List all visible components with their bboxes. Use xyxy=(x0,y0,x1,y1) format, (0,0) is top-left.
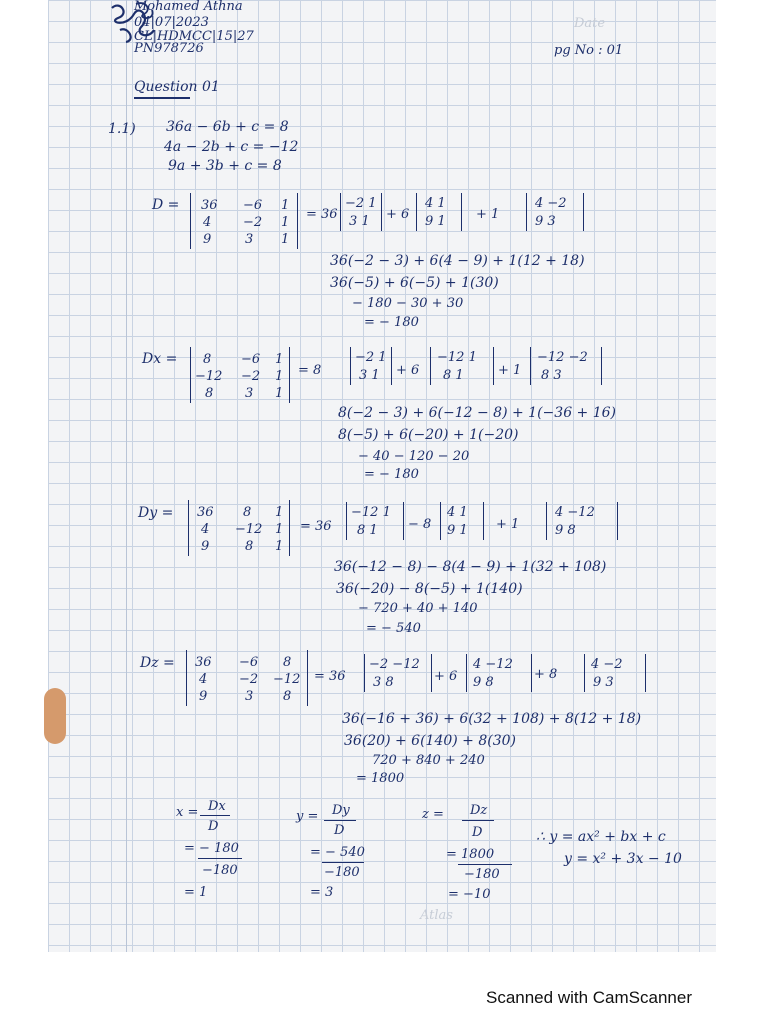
dz-cell: −6 xyxy=(239,655,259,670)
minor-row: 4 −12 xyxy=(473,657,513,672)
minor-row: 9 1 xyxy=(425,214,446,229)
x-fraction-bar-2 xyxy=(198,858,242,859)
dy-cell: 4 xyxy=(201,522,210,537)
dy-cell: 1 xyxy=(275,539,284,554)
header-pn: PN978726 xyxy=(134,41,204,56)
dz-expansion-term: = 36 xyxy=(314,669,346,684)
y-solution-den2: −180 xyxy=(324,865,360,880)
dy-step: 36(−20) − 8(−5) + 1(140) xyxy=(336,581,523,597)
dx-cell: 1 xyxy=(275,369,284,384)
dz-minor-3 xyxy=(584,654,646,692)
dz-cell: −2 xyxy=(239,672,259,687)
question-number: 1.1) xyxy=(108,121,136,137)
question-title: Question 01 xyxy=(134,79,220,95)
dy-minor-2 xyxy=(440,502,484,540)
minor-row: 3 1 xyxy=(359,368,380,383)
dx-cell: 1 xyxy=(275,352,284,367)
x-solution-lhs: x = xyxy=(176,805,199,820)
minor-row: 4 1 xyxy=(425,196,446,211)
dy-expansion-term: − 8 xyxy=(408,517,432,532)
d-result: = − 180 xyxy=(364,315,419,330)
d-cell: 1 xyxy=(281,232,290,247)
d-cell: 3 xyxy=(245,232,254,247)
minor-row: 4 1 xyxy=(447,505,468,520)
dx-minor-1 xyxy=(350,347,392,385)
dz-minor-2 xyxy=(466,654,532,692)
d-step: − 180 − 30 + 30 xyxy=(352,296,464,311)
y-solution-num2: = − 540 xyxy=(310,845,365,860)
minor-row: 3 8 xyxy=(373,675,394,690)
dx-matrix xyxy=(190,347,290,403)
dx-cell: −6 xyxy=(241,352,261,367)
minor-row: 9 3 xyxy=(535,214,556,229)
minor-row: 3 1 xyxy=(349,214,370,229)
z-solution-result: = −10 xyxy=(448,887,491,902)
dy-cell: 8 xyxy=(245,539,254,554)
dz-cell: 3 xyxy=(245,689,254,704)
dz-step: 36(−16 + 36) + 6(32 + 108) + 8(12 + 18) xyxy=(342,711,642,727)
dx-expansion-term: = 8 xyxy=(298,363,322,378)
question-title-underline xyxy=(134,97,190,99)
dy-minor-1 xyxy=(346,502,404,540)
d-expansion-term: + 1 xyxy=(476,207,500,222)
dx-minor-2 xyxy=(430,347,494,385)
dx-cell: −2 xyxy=(241,369,261,384)
dz-expansion-term: + 8 xyxy=(534,667,558,682)
dx-result: = − 180 xyxy=(364,467,419,482)
z-fraction-bar-2 xyxy=(458,864,512,865)
minor-row: 8 3 xyxy=(541,368,562,383)
d-cell: 4 xyxy=(203,215,212,230)
minor-row: 8 1 xyxy=(357,523,378,538)
z-solution-lhs: z = xyxy=(422,807,444,822)
dz-cell: 9 xyxy=(199,689,208,704)
dz-minor-1 xyxy=(364,654,432,692)
d-cell: 1 xyxy=(281,198,290,213)
dz-matrix xyxy=(186,650,308,706)
minor-row: −12 1 xyxy=(351,505,391,520)
dz-step: 720 + 840 + 240 xyxy=(372,753,485,768)
dx-expansion-term: + 6 xyxy=(396,363,420,378)
page-number: pg No : 01 xyxy=(554,43,624,58)
minor-row: 9 8 xyxy=(473,675,494,690)
d-cell: 9 xyxy=(203,232,212,247)
dx-cell: 8 xyxy=(203,352,212,367)
dy-cell: 36 xyxy=(197,505,214,520)
general-quadratic: ∴ y = ax² + bx + c xyxy=(536,829,666,845)
header-date: 04|07|2023 xyxy=(134,15,209,30)
z-solution-num: Dz xyxy=(470,803,488,818)
d-step: 36(−2 − 3) + 6(4 − 9) + 1(12 + 18) xyxy=(330,253,585,269)
minor-row: 9 1 xyxy=(447,523,468,538)
d-cell: 36 xyxy=(201,198,218,213)
dy-matrix xyxy=(188,500,290,556)
d-expansion-term: + 6 xyxy=(386,207,410,222)
dy-result: = − 540 xyxy=(366,621,421,636)
y-fraction-bar xyxy=(324,820,356,821)
dz-step: 36(20) + 6(140) + 8(30) xyxy=(344,733,517,749)
equation-2: 4a − 2b + c = −12 xyxy=(164,139,299,155)
dy-cell: 8 xyxy=(243,505,252,520)
minor-row: −2 −12 xyxy=(369,657,420,672)
dz-expansion-term: + 6 xyxy=(434,669,458,684)
minor-row: 4 −12 xyxy=(555,505,595,520)
dx-step: − 40 − 120 − 20 xyxy=(358,449,470,464)
dx-step: 8(−5) + 6(−20) + 1(−20) xyxy=(338,427,519,443)
x-solution-num2: = − 180 xyxy=(184,841,239,856)
dy-expansion-term: = 36 xyxy=(300,519,332,534)
z-solution-den2: −180 xyxy=(464,867,500,882)
d-cell: −6 xyxy=(243,198,263,213)
x-solution-den2: −180 xyxy=(202,863,238,878)
minor-row: −2 1 xyxy=(345,196,377,211)
y-solution-result: = 3 xyxy=(310,885,334,900)
dy-step: − 720 + 40 + 140 xyxy=(358,601,478,616)
y-solution-den: D xyxy=(334,823,345,838)
dx-cell: 3 xyxy=(245,386,254,401)
header-id-line: CL|HDMCC|15|27 xyxy=(134,29,254,44)
x-solution-num: Dx xyxy=(208,799,226,814)
d-minor-3 xyxy=(526,193,584,231)
z-solution-num2: = 1800 xyxy=(446,847,495,862)
y-solution-num: Dy xyxy=(332,803,350,818)
dy-cell: 1 xyxy=(275,522,284,537)
z-solution-den: D xyxy=(472,825,483,840)
dy-expansion-term: + 1 xyxy=(496,517,520,532)
equation-3: 9a + 3b + c = 8 xyxy=(168,158,282,174)
student-name: Mohamed Athna xyxy=(134,0,243,14)
minor-row: 9 8 xyxy=(555,523,576,538)
dy-cell: 9 xyxy=(201,539,210,554)
x-fraction-bar xyxy=(200,815,230,816)
d-expansion-term: = 36 xyxy=(306,207,338,222)
dx-label: Dx = xyxy=(142,351,178,367)
finger-edge xyxy=(44,688,66,744)
dy-cell: −12 xyxy=(235,522,263,537)
minor-row: −12 1 xyxy=(437,350,477,365)
dz-cell: 36 xyxy=(195,655,212,670)
minor-row: 8 1 xyxy=(443,368,464,383)
dx-step: 8(−2 − 3) + 6(−12 − 8) + 1(−36 + 16) xyxy=(338,405,617,421)
d-minor-2 xyxy=(416,193,462,231)
d-step: 36(−5) + 6(−5) + 1(30) xyxy=(330,275,499,291)
y-fraction-bar-2 xyxy=(322,862,364,863)
dz-cell: −12 xyxy=(273,672,301,687)
dz-cell: 4 xyxy=(199,672,208,687)
d-label: D = xyxy=(152,197,180,213)
dx-cell: 1 xyxy=(275,386,284,401)
dx-minor-3 xyxy=(530,347,602,385)
minor-row: 4 −2 xyxy=(535,196,567,211)
dz-cell: 8 xyxy=(283,689,292,704)
d-cell: 1 xyxy=(281,215,290,230)
dy-label: Dy = xyxy=(138,505,174,521)
faint-date-label: Date xyxy=(574,16,606,31)
z-fraction-bar xyxy=(462,820,494,821)
d-minor-1 xyxy=(340,193,382,231)
dy-cell: 1 xyxy=(275,505,284,520)
camscanner-footer: Scanned with CamScanner xyxy=(485,988,692,1007)
dz-result: = 1800 xyxy=(356,771,405,786)
dx-cell: −12 xyxy=(195,369,223,384)
scanned-page xyxy=(48,0,716,952)
dy-step: 36(−12 − 8) − 8(4 − 9) + 1(32 + 108) xyxy=(334,559,607,575)
final-quadratic: y = x² + 3x − 10 xyxy=(564,851,682,867)
dy-minor-3 xyxy=(546,502,618,540)
d-cell: −2 xyxy=(243,215,263,230)
minor-row: 9 3 xyxy=(593,675,614,690)
minor-row: 4 −2 xyxy=(591,657,623,672)
page-margin-line xyxy=(126,0,127,952)
minor-row: −12 −2 xyxy=(537,350,588,365)
d-matrix xyxy=(190,193,298,249)
equation-1: 36a − 6b + c = 8 xyxy=(166,119,289,135)
minor-row: −2 1 xyxy=(355,350,387,365)
y-solution-lhs: y = xyxy=(296,809,319,824)
bleed-through-watermark: Atlas xyxy=(420,908,453,923)
x-solution-den: D xyxy=(208,819,219,834)
dz-label: Dz = xyxy=(140,655,175,671)
dz-cell: 8 xyxy=(283,655,292,670)
x-solution-result: = 1 xyxy=(184,885,208,900)
dx-cell: 8 xyxy=(205,386,214,401)
dx-expansion-term: + 1 xyxy=(498,363,522,378)
